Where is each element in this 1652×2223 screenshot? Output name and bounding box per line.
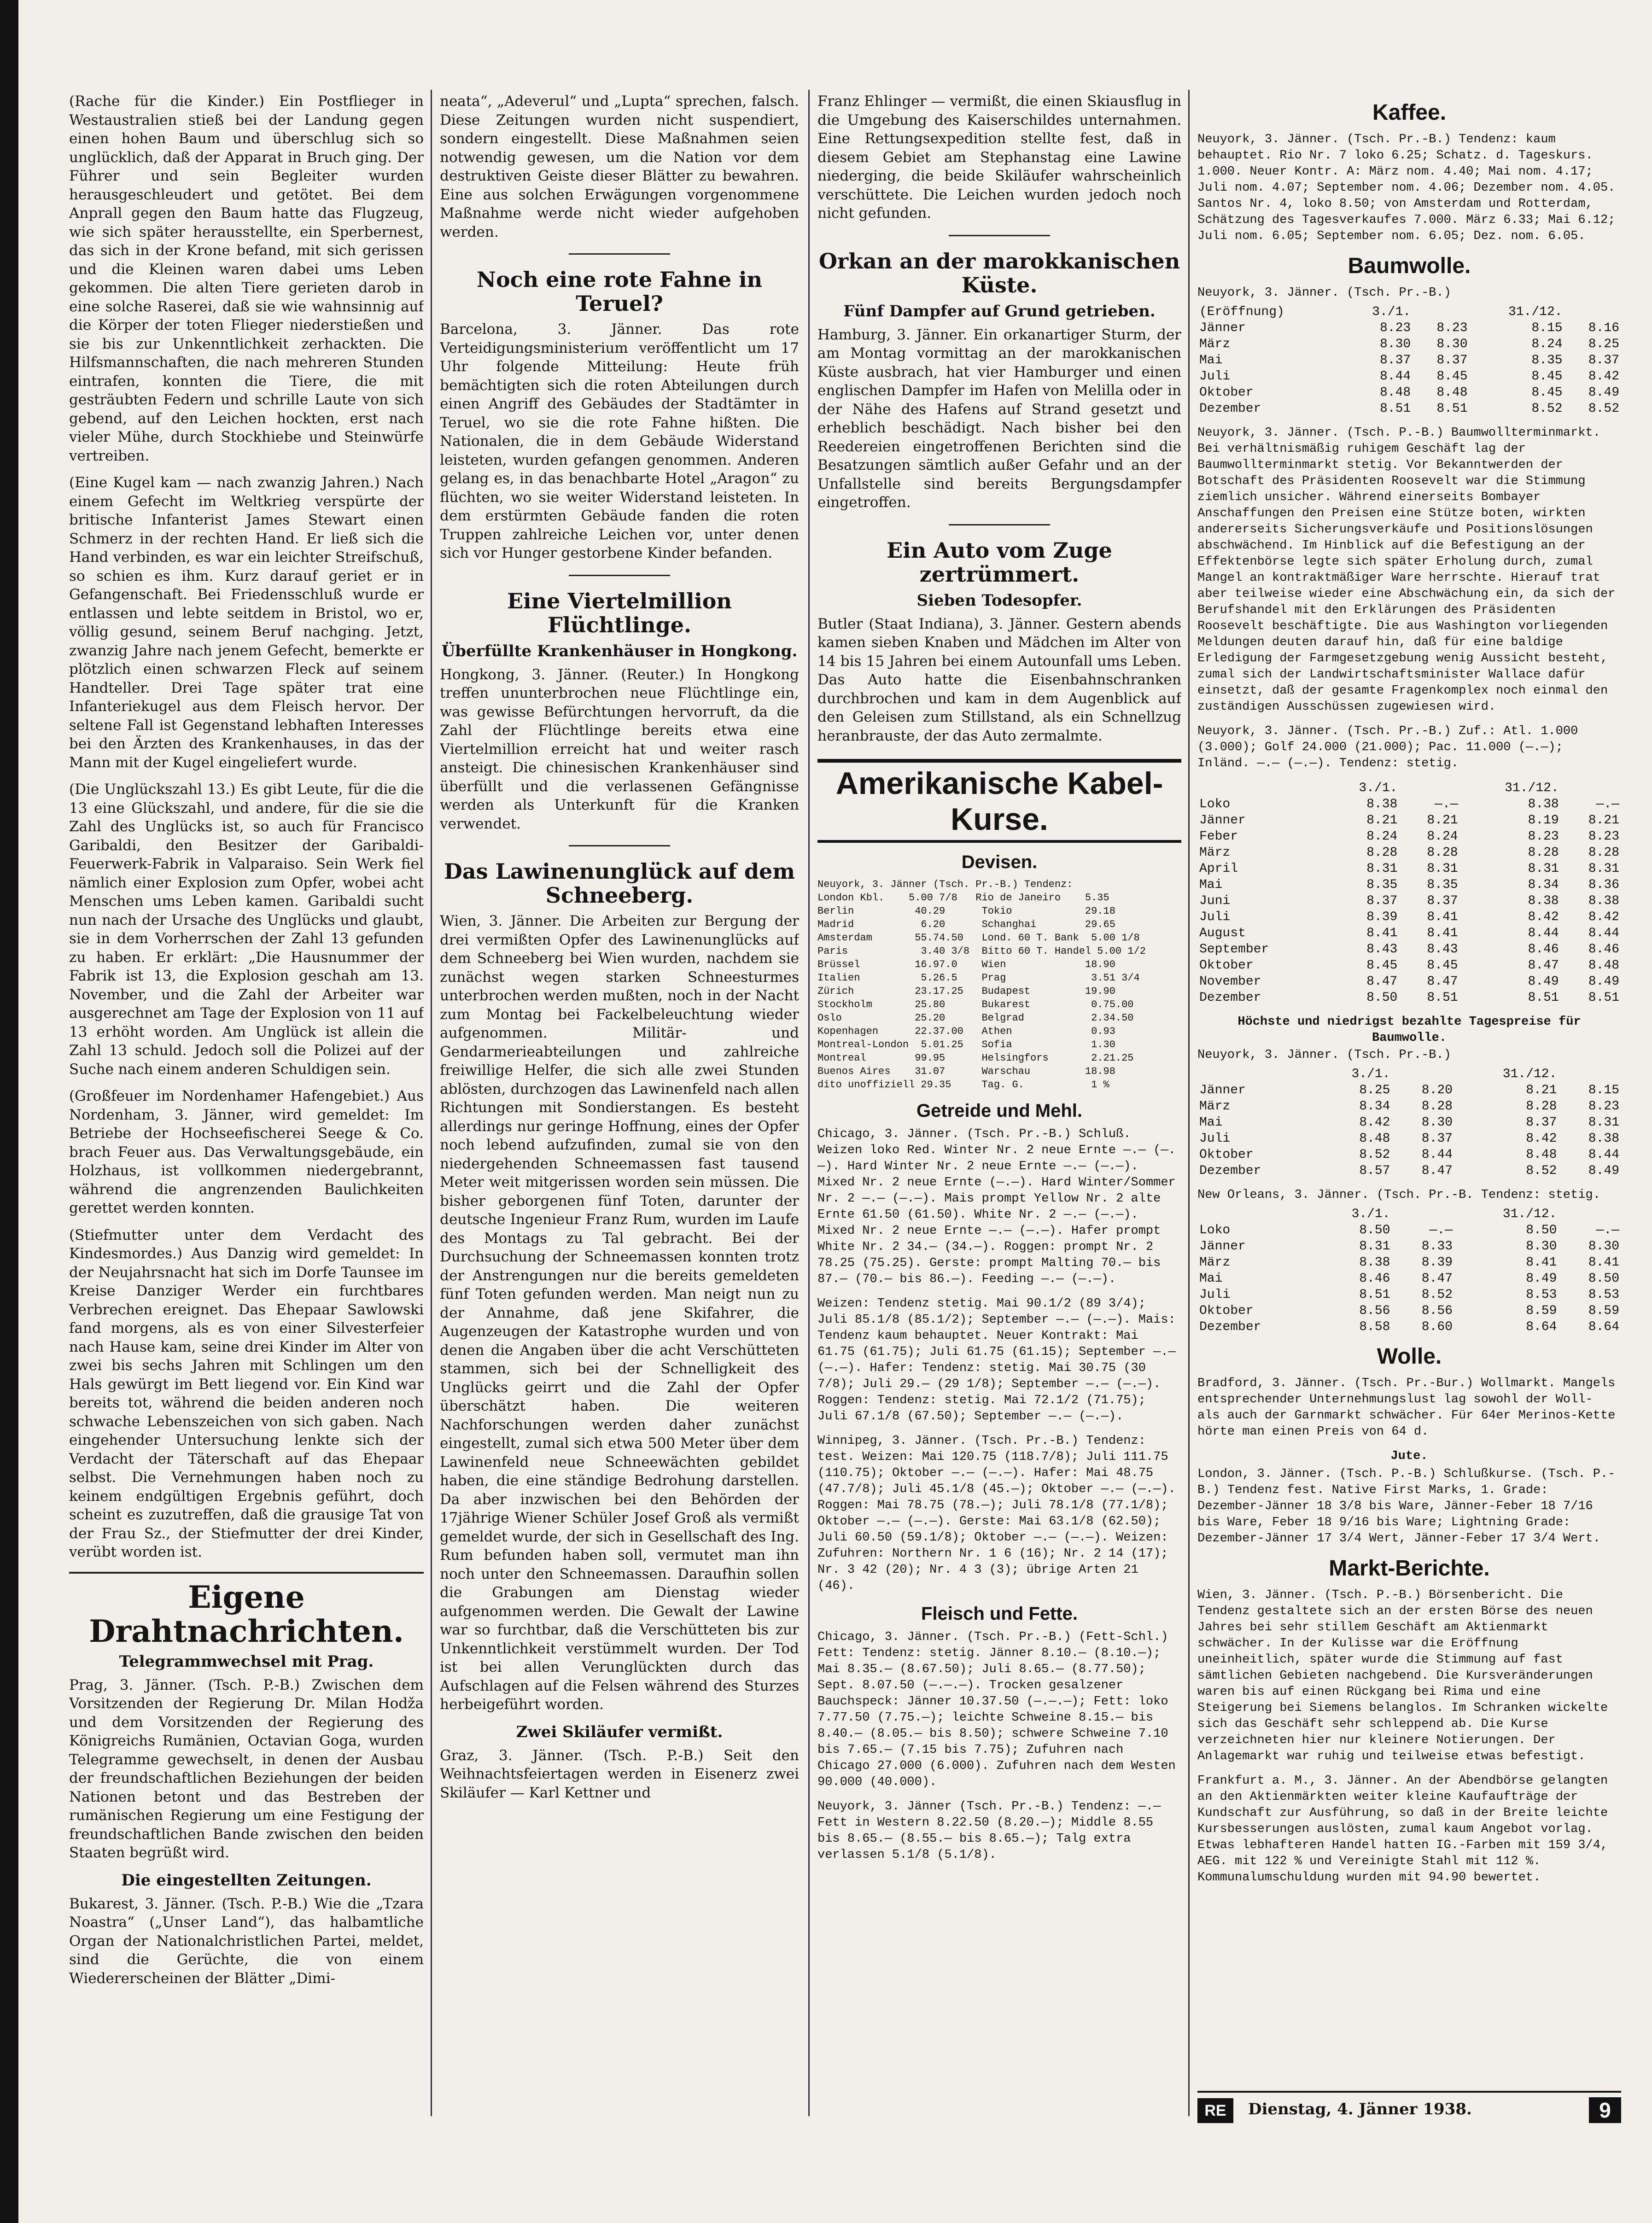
column-header: 3./1.: [1351, 1067, 1390, 1081]
price-cell: 8.37: [1436, 353, 1468, 368]
price-cell: 8.52: [1526, 1164, 1557, 1178]
price-cell: 8.31: [1588, 1115, 1619, 1130]
table-row: [1197, 990, 1621, 1006]
table-row: [1197, 893, 1621, 909]
price-cell: 8.30: [1379, 337, 1411, 351]
row-label: Feber: [1199, 829, 1238, 844]
price-cell: 8.47: [1427, 974, 1458, 989]
price-cell: 8.37: [1366, 894, 1398, 908]
subheading-skilaeufer-vermisst: Zwei Skiläufer vermißt.: [516, 1722, 723, 1741]
price-cell: 8.41: [1427, 910, 1458, 924]
fleisch-chicago: Chicago, 3. Jänner. (Tsch. Pr.-B.) (Fett-Schl.) Fett: Tendenz: stetig. Jänner 8.10.— (8.10.—); Mai 8.35.— (8.67.50); Juli 8.65.— (8.77.50); Sept. 8.07.50 (—.—.—). Trocken gesalzener Bauchspeck: Jänner 10.37.50 (—.—.—); Fett: loko 7.77.50 (7.75.—); leichte Schweine 8.15.— bis 8.40.— (8.05.— bis 8.50); schwere Schweine 7.10 bis 7.65.— (7.15 bis 7.75); Zufuhren nach Chicago 27.000 (6.000). Zufuhren nach dem Westen 90.000 (40.000).: [817, 1630, 1176, 1789]
article-lawinenunglueck: Wien, 3. Jänner. Die Arbeiten zur Bergung der drei vermißten Opfer des Lawinenunglücks auf dem Schneeberg bei Wien wurden, nachdem sie zunächst wegen starken Schneesturmes unterbrochen werden mußten, noch in der Nacht zum Montag bei Fackelbeleuchtung wieder aufgenommen. Militär- und Gendarmerieabteilungen und zahlreiche freiwillige Helfer, die sich alle zwei Stunden ablösten, durchzogen das Lawinenfeld nach allen Richtungen mit Sondierstangen. Es besteht allerdings nur geringe Hoffnung, eines der Opfer noch lebend aufzufinden, zumal sie von den niedergehenden Schneemassen fast tausend Meter weit mitgerissen worden sein müssen. Die bisher geborgenen fünf Toten, darunter der deutsche Ingenieur Franz Rum, wurden im Laufe des Montags zu Tal gebracht. Bei der Durchsuchung der Schneemassen konnten trotz der Anstrengungen nur die bereits gemeldeten fünf Toten gefunden werden. Man neigt nun zu der Annahme, daß jene Skifahrer, die Augenzeugen der Katastrophe wurden und von denen die Angaben über die acht Verschütteten stammen, sich bei der Schnelligkeit des Unglücks geirrt und die Zahl der Opfer überschätzt haben. Die weiteren Nachforschungen werden daher zunächst eingestellt, zumal sich etwa 500 Meter über dem Lawinenfeld neue Schneewächten gebildet haben, die eine ständige Bedrohung darstellen. Da aber inzwischen bei den Behörden der 17jährige Wiener Schüler Josef Groß als vermißt gemeldet wurde, der sich in Gesellschaft des Ing. Rum befunden haben soll, vermutet man ihn noch unter den Schneemassen. Daraufhin sollen die Grabungen am Dienstag wieder aufgenommen werden. Die Gewalt der Lawine war so furchtbar, daß die Verschütteten bis zur Unkenntlichkeit verstümmelt wurden. Der Tod ist bei allen Verunglückten durch das Aufschlagen auf die Felsen während des Sturzes herbeigeführt worden.: [440, 913, 799, 1713]
price-cell: 8.21: [1526, 1083, 1557, 1097]
row-label: Oktober: [1199, 958, 1254, 973]
column-rule: [1188, 90, 1190, 2116]
price-cell: 8.51: [1379, 402, 1411, 416]
row-label: Oktober: [1199, 385, 1254, 400]
table-row: [1197, 1222, 1621, 1238]
row-label: Mai: [1199, 353, 1223, 368]
price-cell: 8.50: [1359, 1223, 1390, 1237]
price-cell: 8.45: [1531, 369, 1563, 384]
baumwolle-eroeffnung-intro: Neuyork, 3. Jänner. (Tsch. Pr.-B.): [1197, 286, 1451, 300]
price-cell: 8.50: [1588, 1272, 1619, 1286]
row-label: Jänner: [1199, 321, 1246, 335]
baumwolle-new-orleans-intro: New Orleans, 3. Jänner. (Tsch. Pr.-B. Tendenz: stetig.: [1197, 1188, 1600, 1202]
price-cell: 8.25: [1359, 1083, 1390, 1097]
headline-lawinenunglueck: Das Lawinenunglück auf dem Schneeberg.: [444, 859, 795, 908]
price-cell: 8.21: [1366, 813, 1398, 828]
getreide-winnipeg: Winnipeg, 3. Jänner. (Tsch. Pr.-B.) Tendenz: test. Weizen: Mai 120.75 (118.7/8); Juli 111.75 (110.75); Oktober —.— (—.—). Hafer: Mai 48.75 (47.7/8); Juli 45.1/8 (45.—); Oktober —.— (—.—). Roggen: Mai 78.75 (78.—); Juli 78.1/8 (77.1/8); Oktober —.— (—.—). Gerste: Mai 63.1/8 (62.50); Juli 60.50 (59.1/8); Oktober —.— (—.—). Weizen: Zufuhren: Northern Nr. 1 6 (16); Nr. 2 14 (17); Nr. 3 42 (20); Nr. 4 3 (3); übrige Arten 21 (46).: [817, 1434, 1176, 1593]
price-cell: 8.60: [1421, 1320, 1453, 1334]
price-cell: 8.16: [1588, 321, 1619, 335]
headline-orkan-marokko: Orkan an der marokkanischen Küste.: [818, 248, 1180, 298]
article-zeitungen-continued: neata“, „Adeverul“ und „Lupta“ sprechen, falsch. Diese Zeitungen wurden nicht suspendiert, sondern eingestellt. Diese Maßnahmen seien notwendig gewesen, um die Nation vor dem destruktiven Geiste dieser Blätter zu bewahren. Eine aus solchen Erwägungen vorgenommene Maßnahme werde nicht wieder aufgehoben werden.: [440, 93, 799, 240]
price-cell: 8.34: [1359, 1099, 1390, 1114]
price-cell: 8.42: [1588, 910, 1619, 924]
kaffee-neuyork: Neuyork, 3. Jänner. (Tsch. Pr.-B.) Tendenz: kaum behauptet. Rio Nr. 7 loko 6.25; Schatz. d. Tageskurs. 1.000. Neuer Kontr. A: März nom. 4.40; Mai nom. 4.17; Juli nom. 4.07; September nom. 4.06; Dezember nom. 4.05. Santos Nr. 4, loko 8.50; von Amsterdam und Rotterdam, Schätzung des Tagesverkaufes 7.000. März 6.33; Mai 6.12; Juli nom. 6.05; September nom. 6.05; Dez. nom. 6.05.: [1197, 133, 1616, 243]
price-cell: 8.49: [1588, 1164, 1619, 1178]
price-cell: 8.50: [1526, 1223, 1557, 1237]
row-label: Loko: [1199, 797, 1231, 811]
table-row: [1197, 368, 1621, 385]
price-cell: 8.41: [1588, 1255, 1619, 1270]
table-row: [1197, 925, 1621, 941]
markt-frankfurt: Frankfurt a. M., 3. Jänner. An der Abendbörse gelangten an den Aktienmärkten weiter kleine Kaufaufträge der Kundschaft zur Ausführung, so daß in der Breite leichte Kursbesserungen auslösten, zumal kaum Angebot vorlag. Etwas lebhafteren Handel hatten IG.-Farben mit 159 3/4, AEG. mit 122 % und Vereinigte Stahl mit 112 %. Kommunalumschuldung wurden mit 94.90 bewertet.: [1197, 1774, 1608, 1885]
devisen-table: Neuyork, 3. Jänner (Tsch. Pr.-B.) Tendenz: London Kbl. 5.00 7/8 Rio de Janeiro 5.35 Berlin 40.29 Tokio 29.18 Madrid 6.20 Schanghai 29.65 Amsterdam 55.74.50 Lond. 60 T. Bank 5.00 1/8 Paris 3.40 3/8 Bitto 60 T. Handel 5.00 1/2 Brüssel 16.97.0 Wien 18.90 Italien 5.26.5 Prag 3.51 3/4 Zürich 23.17.25 Budapest 19.90 Stockholm 25.80 Bukarest 0.75.00 Oslo 25.20 Belgrad 2.34.50 Kopenhagen 22.37.00 Athen 0.93 Montreal-London 5.01.25 Sofia 1.30 Montreal 99.95 Helsingfors 2.21.25 Buenos Aires 31.07 Warschau 18.98 dito unoffiziell 29.35 Tag. G. 1 %: [817, 879, 1146, 1091]
baumwolle-terminmarkt-bericht: Neuyork, 3. Jänner. (Tsch. P.-B.) Baumwollterminmarkt. Bei verhältnismäßig ruhigem Geschäft lag der Baumwollterminmarkt stetig. Vor Bekanntwerden der Botschaft des Präsidenten Roosevelt war die Stimmung ziemlich unsicher. Während einerseits Bombayer Anschaffungen den Preisen eine Stütze boten, wirkten andererseits Sicherungsverkäufe und Positionslösungen abschwächend. Im Hinblick auf die Befestigung an der Effektenbörse legte sich später Erholung durch, zumal Mangel an kontraktmäßiger Ware herrschte. Hierauf trat aber teilweise wieder eine Abschwächung ein, da sich der Berufshandel mit den Erklärungen des Präsidenten Roosevelt beschäftigte. Die aus Washington vorliegenden Meldungen deuten darauf hin, daß für eine baldige Erledigung der Farmgesetzgebung wenig Aussicht besteht, zumal sich der Landwirtschaftsminister Wallace dafür einsetzt, daß der gesamte Fragenkomplex noch einmal den zuständigen Ausschüssen zugewiesen wird.: [1197, 426, 1616, 714]
price-cell: 8.43: [1366, 942, 1398, 957]
price-cell: 8.31: [1427, 862, 1458, 876]
price-cell: 8.48: [1526, 1148, 1557, 1162]
table-row: [1197, 829, 1621, 845]
column-3: [817, 92, 1181, 1872]
price-cell: 8.24: [1531, 337, 1563, 351]
price-cell: 8.52: [1359, 1148, 1390, 1162]
price-cell: 8.37: [1379, 353, 1411, 368]
column-header: 3./1.: [1351, 1207, 1390, 1221]
subheading-fuenf-dampfer: Fünf Dampfer auf Grund getrieben.: [843, 302, 1156, 321]
separator: [569, 845, 670, 846]
price-cell: —.—: [1435, 797, 1458, 811]
article-hongkong: Hongkong, 3. Jänner. (Reuter.) In Hongkong treffen ununterbrochen neue Flüchtlinge ein, was gewisse Befürchtungen hervorruft, da die Zahl der Flüchtlinge bereits etwa eine Viertelmillion erreicht hat und weiter rasch ansteigt. Die chinesischen Krankenhäuser sind überfüllt und die verlassenen Gefängnisse werden als Unterkunft für die Kranken verwendet.: [440, 666, 799, 832]
heading-getreide-mehl: Getreide und Mehl.: [916, 1101, 1083, 1121]
separator: [949, 524, 1050, 525]
price-cell: 8.64: [1588, 1320, 1619, 1334]
row-label: Mai: [1199, 1115, 1223, 1130]
baumwolle-eroeffnung-table: [1197, 304, 1621, 417]
column-header: 3./1.: [1372, 305, 1411, 319]
article-kugel-nach-zwanzig-jahren: (Eine Kugel kam — nach zwanzig Jahren.) Nach einem Gefecht im Weltkrieg verspürte der britische Infanterist James Stewart einen Schmerz in der rechten Hand. Er ließ sich die Hand verbinden, es war ein leichter Streifschuß, so schien es ihm. Kurz darauf geriet er in Gefangenschaft. Bei Friedensschluß wurde er entlassen und lebte seitdem in Bristol, wo er, völlig gesund, seinem Beruf nachging. Jetzt, zwanzig Jahre nach jenem Gefecht, bemerkte er plötzlich einen schwarzen Fleck auf seinem Handteller. Drei Tage später trat eine Infanteriekugel aus dem Fleisch hervor. Der seltene Fall ist Gegenstand lebhaften Interesses bei den Ärzten des Krankenhauses, in das der Mann mit der Kugel eingeliefert wurde.: [69, 474, 424, 771]
price-cell: 8.44: [1528, 926, 1559, 940]
article-rache-fuer-die-kinder: (Rache für die Kinder.) Ein Postflieger in Westaustralien stieß bei der Landung gegen einen hohen Baum und überschlug sich so unglücklich, daß der Apparat in Bruch ging. Der Führer und sein Begleiter wurden herausgeschleudert und getötet. Bei dem Anprall gegen den Baum hatte das Flugzeug, wie sich später herausstellte, ein Sperbernest, das sich in der Krone befand, mit sich gerissen und die Kleinen waren dabei ums Leben gekommen. Die alten Tiere gerieten darob in eine solche Raserei, daß sie wie wahnsinnig auf die Körper der toten Flieger niederstießen und sie bis zur Unkenntlichkeit zerhackten. Die Hilfsmannschaften, die nach mehreren Stunden eintrafen, konnten die Tiere, die mit gesträubten Federn und schrille Laute von sich gebend, auf den Leichen hockten, erst nach vieler Mühe, durch Stockhiebe und Steinwürfe vertreiben.: [69, 93, 424, 464]
price-cell: 8.28: [1526, 1099, 1557, 1114]
getreide-chicago-termine: Weizen: Tendenz stetig. Mai 90.1/2 (89 3/4); Juli 85.1/8 (85.1/2); September —.— (—.—). Mais: Tendenz kaum behauptet. Neuer Kontrakt: Mai 61.75 (61.75); Juli 61.75 (61.15); September —.— (—.—). Hafer: Tendenz: stetig. Mai 30.75 (30 7/8); Juli 29.— (29 1/8); September —.— (—.—). Roggen: Tendenz: stetig. Mai 72.1/2 (71.75); Juli 67.1/8 (67.50); September —.— (—.—).: [817, 1297, 1176, 1424]
column-header: (Eröffnung): [1199, 305, 1284, 319]
price-cell: 8.58: [1359, 1320, 1390, 1334]
table-row: [1197, 1163, 1621, 1179]
row-label: Oktober: [1199, 1304, 1254, 1318]
price-cell: 8.23: [1379, 321, 1411, 335]
column-rule: [431, 90, 432, 2116]
article-auto-vom-zuge: Butler (Staat Indiana), 3. Jänner. Gestern abends kamen sieben Knaben und Mädchen im Alter von 14 bis 15 Jahren bei einem Autounfall ums Leben. Das Auto hatte die Eisenbahnschranken durchbrochen und kam in dem Augenblick auf den Geleisen zum Stillstand, als ein Schnellzug heranbrauste, der das Auto zermalmte.: [817, 615, 1181, 744]
price-cell: 8.45: [1366, 958, 1398, 973]
row-label: März: [1199, 1099, 1231, 1114]
price-cell: 8.44: [1421, 1148, 1453, 1162]
table-row: [1197, 320, 1621, 336]
subheading-sieben-todesopfer: Sieben Todesopfer.: [916, 591, 1082, 610]
row-label: August: [1199, 926, 1246, 940]
table-row: [1197, 352, 1621, 368]
price-cell: 8.47: [1421, 1164, 1453, 1178]
separator: [569, 253, 670, 255]
row-label: Jänner: [1199, 1239, 1246, 1254]
price-cell: 8.48: [1359, 1132, 1390, 1146]
heading-wolle: Wolle.: [1377, 1344, 1442, 1369]
table-row: [1197, 812, 1621, 829]
price-cell: 8.15: [1531, 321, 1563, 335]
price-cell: 8.15: [1588, 1083, 1619, 1097]
column-header: [1392, 1206, 1454, 1222]
column-header: [1559, 1066, 1621, 1082]
price-cell: 8.52: [1421, 1288, 1453, 1302]
price-cell: 8.42: [1526, 1132, 1557, 1146]
heading-devisen: Devisen.: [961, 852, 1038, 872]
price-cell: 8.41: [1427, 926, 1458, 940]
row-label: Loko: [1199, 1223, 1231, 1237]
price-cell: 8.24: [1427, 829, 1458, 844]
price-cell: 8.38: [1528, 797, 1559, 811]
table-header: [1197, 1206, 1621, 1222]
price-cell: 8.24: [1366, 829, 1398, 844]
row-label: Jänner: [1199, 1083, 1246, 1097]
column-header: 31./12.: [1508, 305, 1563, 319]
column-header: [1413, 304, 1469, 320]
baumwolle-new-orleans-table: [1197, 1206, 1621, 1335]
row-label: Mai: [1199, 878, 1223, 892]
table-row: [1197, 941, 1621, 957]
price-cell: 8.47: [1366, 974, 1398, 989]
price-cell: 8.44: [1588, 926, 1619, 940]
price-cell: 8.49: [1526, 1272, 1557, 1286]
column-1: [69, 92, 424, 1996]
price-cell: 8.30: [1421, 1115, 1453, 1130]
row-label: Juli: [1199, 1132, 1231, 1146]
price-cell: 8.38: [1528, 894, 1559, 908]
price-cell: 8.31: [1528, 862, 1559, 876]
heading-baumwolle: Baumwolle.: [1348, 254, 1471, 278]
price-cell: 8.25: [1588, 337, 1619, 351]
price-cell: 8.23: [1436, 321, 1468, 335]
markt-wien: Wien, 3. Jänner. (Tsch. P.-B.) Börsenbericht. Die Tendenz gestaltete sich an der ersten Börse des neuen Jahres bei sehr stillem Geschäft am Aktienmarkt schwächer. In der Kulisse war die Eröffnung uneinheitlich, später wurde die Stimmung auf fast sämtlichen Gebieten nachgebend. Die Kursveränderungen waren bis auf einen Rückgang bei Rima und eine Steigerung bei Siemens belanglos. Im Schranken wickelte sich das Geschäft sehr schleppend ab. Die Kurse verzeichneten hier nur kleinere Notierungen. Der Anlagemarkt war ruhig und teilweise etwas befestigt.: [1197, 1588, 1608, 1763]
price-cell: 8.30: [1436, 337, 1468, 351]
price-cell: 8.42: [1588, 369, 1619, 384]
price-cell: 8.45: [1436, 369, 1468, 384]
column-header: [1399, 780, 1459, 796]
price-cell: 8.64: [1526, 1320, 1557, 1334]
price-cell: 8.19: [1528, 813, 1559, 828]
heading-markt-berichte: Markt-Berichte.: [1329, 1556, 1490, 1581]
column-header: 31./12.: [1502, 1067, 1557, 1081]
price-cell: 8.51: [1359, 1288, 1390, 1302]
table-row: [1197, 401, 1621, 417]
price-cell: —.—: [1596, 1223, 1619, 1237]
price-cell: 8.59: [1588, 1304, 1619, 1318]
separator: [949, 235, 1050, 236]
price-cell: 8.38: [1366, 797, 1398, 811]
price-cell: 8.38: [1588, 894, 1619, 908]
article-grossfeuer-nordenham: (Großfeuer im Nordenhamer Hafengebiet.) Aus Nordenham, 3. Jänner, wird gemeldet: Im Betriebe der Hochseefischerei Seege & Co. brach Feuer aus. Das Verwaltungsgebäude, ein Holzhaus, ist vollkommen niedergebrannt, während die angrenzenden Baulichkeiten gerettet werden konnten.: [69, 1088, 424, 1216]
price-cell: 8.36: [1588, 878, 1619, 892]
table-row: [1197, 974, 1621, 990]
price-cell: 8.53: [1526, 1288, 1557, 1302]
row-label: Dezember: [1199, 1164, 1261, 1178]
row-label: September: [1199, 942, 1269, 957]
row-label: Mai: [1199, 1272, 1223, 1286]
getreide-chicago-loko: Chicago, 3. Jänner. (Tsch. Pr.-B.) Schluß. Weizen loko Red. Winter Nr. 2 neue Ernte —.— (—.—). Hard Winter Nr. 2 neue Ernte —.— (—.—). Mixed Nr. 2 neue Ernte (—.—). Hard Winter/Sommer Nr. 2 —.— (—.—). Mais prompt Yellow Nr. 2 alte Ernte 61.50 (61.50). White Nr. 2 —.— (—.—). Mixed Nr. 2 neue Ernte —.— (—.—). Hafer prompt White Nr. 2 34.— (34.—). Roggen: prompt Nr. 2 78.25 (75.25). Gerste: prompt Malting 70.— bis 87.— (70.— bis 86.—). Feeding —.— (—.—).: [817, 1127, 1176, 1286]
table-row: [1197, 877, 1621, 893]
price-cell: 8.30: [1588, 1239, 1619, 1254]
row-label: April: [1199, 862, 1238, 876]
price-cell: 8.50: [1366, 991, 1398, 1005]
row-label: Juli: [1199, 1288, 1231, 1302]
table-row: [1197, 1238, 1621, 1254]
wolle-bradford: Bradford, 3. Jänner. (Tsch. Pr.-Bur.) Wollmarkt. Mangels entsprechender Unternehmungslust lag sowohl der Woll- als auch der Garnmarkt schwächer. Für 64er Merinos-Kette hörte man einen Preis von 64 d.: [1197, 1377, 1616, 1439]
price-cell: 8.51: [1427, 991, 1458, 1005]
price-cell: 8.38: [1359, 1255, 1390, 1270]
column-header: [1197, 780, 1325, 796]
subheading-telegrammwechsel: Telegrammwechsel mit Prag.: [119, 1652, 374, 1671]
table-row: [1197, 1082, 1621, 1098]
heading-kaffee: Kaffee.: [1372, 100, 1447, 125]
price-cell: 8.51: [1528, 991, 1559, 1005]
price-cell: 8.49: [1528, 974, 1559, 989]
price-cell: 8.31: [1366, 862, 1398, 876]
price-cell: 8.37: [1526, 1115, 1557, 1130]
article-telegrammwechsel-prag: Prag, 3. Jänner. (Tsch. P.-B.) Zwischen dem Vorsitzenden der Regierung Dr. Milan Hodža und dem Vorsitzenden der Regierung des Königreichs Rumänien, Octavian Goga, wurden Telegramme gewechselt, in denen der Ausbau der freundschaftlichen Beziehungen der beiden Nationen betont und das Bestreben der rumänischen Regierung um eine Festigung der freundschaftlichen Bande zwischen den beiden Staaten begrüßt wird.: [69, 1676, 424, 1861]
table-row: [1197, 861, 1621, 877]
page-number: 9: [1589, 2097, 1621, 2123]
subheading-krankenhaeuser-hongkong: Überfüllte Krankenhäuser in Hongkong.: [441, 642, 798, 660]
price-cell: 8.28: [1427, 846, 1458, 860]
table-row: [1197, 1254, 1621, 1271]
price-cell: 8.52: [1531, 402, 1563, 416]
price-cell: 8.51: [1436, 402, 1468, 416]
price-cell: 8.46: [1528, 942, 1559, 957]
baumwolle-tagespreise-intro: Neuyork, 3. Jänner. (Tsch. Pr.-B.): [1197, 1048, 1451, 1062]
price-cell: 8.42: [1359, 1115, 1390, 1130]
row-label: März: [1199, 846, 1231, 860]
fleisch-neuyork: Neuyork, 3. Jänner (Tsch. Pr.-B.) Tendenz: —.— Fett in Western 8.22.50 (8.20.—); Middle 8.55 bis 8.65.— (8.55.— bis 8.65.—); Talg extra verlassen 5.1/8 (5.1/8).: [817, 1800, 1161, 1862]
article-orkan-marokko: Hamburg, 3. Jänner. Ein orkanartiger Sturm, der am Montag vormittag an der marokkanischen Küste ausbrach, hat vier Hamburger und einen englischen Dampfer im Hafen von Melilla oder in der Nähe des Hafens auf Strand gesetzt und erheblich beschädigt. Nach bisher bei den Reedereien eingetroffenen Berichten sind die Besatzungen sämtlich außer Gefahr und an der Unfallstelle sind bereits Bergungsdampfer eingetroffen.: [817, 326, 1181, 511]
price-cell: 8.30: [1526, 1239, 1557, 1254]
table-row: [1197, 845, 1621, 861]
row-label: Juni: [1199, 894, 1231, 908]
table-row: [1197, 336, 1621, 352]
price-cell: 8.23: [1588, 829, 1619, 844]
column-header: [1392, 1066, 1454, 1082]
row-label: März: [1199, 1255, 1231, 1270]
jute-london: London, 3. Jänner. (Tsch. P.-B.) Schlußkurse. (Tsch. P.-B.) Tendenz fest. Native First Marks, 1. Grade: Dezember-Jänner 18 3/8 bis Ware, Jänner-Feber 18 7/16 bis Ware, Feber 18 9/16 bis Ware; Lightning Grade: Dezember-Jänner 17 3/4 Wert, Jänner-Feber 17 3/4 Wert.: [1197, 1467, 1616, 1546]
price-cell: 8.53: [1588, 1288, 1619, 1302]
price-cell: 8.20: [1421, 1083, 1453, 1097]
article-stiefmutter-verdacht: (Stiefmutter unter dem Verdacht des Kindesmordes.) Aus Danzig wird gemeldet: In der Neujahrsnacht hat sich im Dorfe Taunsee im Kreise Danziger Werder ein furchtbares Verbrechen ereignet. Das Ehepaar Sawlowski fand morgens, als es von einer Silvesterfeier nach Hause kam, seine drei Kinder im Alter von zwei bis sechs Jahren mit Schlingen um den Hals gewürgt im Bett liegend vor. Ein Kind war bereits tot, während die beiden anderen noch schwache Lebenszeichen von sich gaben. Nach eingehender Untersuchung lenkte sich der Verdacht der Täterschaft auf das Ehepaar selbst. Die Vernehmungen haben noch zu keinem endgültigen Ergebnis geführt, doch scheint es zuzutreffen, daß die grausige Tat von der Frau Sz., der Stiefmutter der drei Kinder, verübt worden ist.: [69, 1226, 424, 1560]
price-cell: 8.41: [1366, 926, 1398, 940]
price-cell: 8.42: [1528, 910, 1559, 924]
price-cell: 8.23: [1588, 1099, 1619, 1114]
page-footer: [1197, 2091, 1621, 2125]
issue-date: Dienstag, 4. Jänner 1938.: [1248, 2100, 1472, 2118]
table-row: [1197, 909, 1621, 925]
table-header: [1197, 780, 1621, 796]
baumwolle-tagespreise-title: Höchste und niedrigst bezahlte Tagespreise für Baumwolle.: [1238, 1015, 1581, 1045]
subheading-eingestellte-zeitungen: Die eingestellten Zeitungen.: [121, 1871, 372, 1890]
table-header: [1197, 1066, 1621, 1082]
row-label: Juli: [1199, 910, 1231, 924]
row-label: März: [1199, 337, 1231, 351]
baumwolle-neuyork-table: [1197, 780, 1621, 1006]
row-label: Juli: [1199, 369, 1231, 384]
price-cell: 8.37: [1427, 894, 1458, 908]
price-cell: —.—: [1429, 1223, 1453, 1237]
headline-teruel: Noch eine rote Fahne in Teruel?: [476, 267, 763, 316]
table-row: [1197, 1287, 1621, 1303]
price-cell: 8.31: [1359, 1239, 1390, 1254]
price-cell: 8.59: [1526, 1304, 1557, 1318]
price-cell: 8.45: [1427, 958, 1458, 973]
baumwolle-tagespreise-table: [1197, 1066, 1621, 1179]
heading-jute: Jute.: [1390, 1449, 1428, 1463]
row-label: Jänner: [1199, 813, 1246, 828]
separator: [569, 575, 670, 576]
price-cell: 8.37: [1421, 1132, 1453, 1146]
section-heading-kabel-kurse: Amerikanische Kabel-Kurse.: [817, 759, 1181, 843]
table-row: [1197, 796, 1621, 812]
column-header: [1559, 1206, 1621, 1222]
price-cell: 8.57: [1359, 1164, 1390, 1178]
table-row: [1197, 385, 1621, 401]
table-header: [1197, 304, 1621, 320]
price-cell: 8.48: [1379, 385, 1411, 400]
price-cell: 8.28: [1528, 846, 1559, 860]
table-row: [1197, 1147, 1621, 1163]
price-cell: 8.49: [1588, 974, 1619, 989]
price-cell: 8.49: [1588, 385, 1619, 400]
heading-fleisch-fette: Fleisch und Fette.: [921, 1604, 1078, 1624]
price-cell: 8.44: [1379, 369, 1411, 384]
article-eingestellte-zeitungen: Bukarest, 3. Jänner. (Tsch. P.-B.) Wie die „Tzara Noastra“ („Unser Land“), das halbamtliche Organ der Nationalchristlichen Partei, meldet, sind die Gerüchte, die von einem Wiedererscheinen der Blätter „Dimi-: [69, 1895, 424, 1987]
price-cell: 8.44: [1588, 1148, 1619, 1162]
section-heading-drahtnachrichten: Eigene Drahtnachrichten.: [69, 1572, 424, 1648]
column-rule: [808, 90, 810, 2116]
article-skilaeufer-continued: Franz Ehlinger — vermißt, die einen Skiausflug in die Umgebung des Kaiserschildes unternahmen. Eine Rettungsexpedition stellte fest, daß in diesem Gebiet am Stephanstag eine Lawine niederging, die beide Skiläufer wahrscheinlich verschüttete. Die Leichen wurden jedoch noch nicht gefunden.: [817, 93, 1181, 222]
price-cell: 8.43: [1427, 942, 1458, 957]
row-label: November: [1199, 974, 1261, 989]
column-header: 3./1.: [1359, 781, 1398, 795]
table-row: [1197, 1319, 1621, 1335]
column-header: 31./12.: [1502, 1207, 1557, 1221]
price-cell: 8.41: [1526, 1255, 1557, 1270]
price-cell: 8.46: [1359, 1272, 1390, 1286]
headline-auto-vom-zuge: Ein Auto vom Zuge zertrümmert.: [887, 537, 1112, 587]
price-cell: 8.21: [1427, 813, 1458, 828]
price-cell: 8.34: [1528, 878, 1559, 892]
price-cell: 8.28: [1421, 1099, 1453, 1114]
price-cell: 8.47: [1528, 958, 1559, 973]
price-cell: 8.48: [1588, 958, 1619, 973]
column-header: [1197, 1066, 1316, 1082]
price-cell: 8.31: [1588, 862, 1619, 876]
price-cell: 8.38: [1588, 1132, 1619, 1146]
column-header: [1197, 1206, 1316, 1222]
price-cell: 8.46: [1588, 942, 1619, 957]
price-cell: 8.28: [1588, 846, 1619, 860]
table-row: [1197, 1131, 1621, 1147]
price-cell: —.—: [1596, 797, 1619, 811]
table-row: [1197, 1303, 1621, 1319]
price-cell: 8.21: [1588, 813, 1619, 828]
table-row: [1197, 1271, 1621, 1287]
price-cell: 8.39: [1421, 1255, 1453, 1270]
price-cell: 8.45: [1531, 385, 1563, 400]
headline-fluechtlinge: Eine Viertelmillion Flüchtlinge.: [507, 588, 732, 637]
article-skilaeufer-vermisst: Graz, 3. Jänner. (Tsch. P.-B.) Seit den Weihnachtsfeiertagen werden in Eisenerz zwei Skiläufer — Karl Kettner und: [440, 1747, 799, 1801]
price-cell: 8.35: [1427, 878, 1458, 892]
row-label: Dezember: [1199, 402, 1261, 416]
table-row: [1197, 1098, 1621, 1114]
price-cell: 8.52: [1588, 402, 1619, 416]
column-header: [1561, 780, 1621, 796]
price-cell: 8.51: [1588, 991, 1619, 1005]
column-header: 31./12.: [1505, 781, 1559, 795]
row-label: Dezember: [1199, 991, 1261, 1005]
price-cell: 8.37: [1588, 353, 1619, 368]
row-label: Dezember: [1199, 1320, 1261, 1334]
table-row: [1197, 957, 1621, 974]
article-unglueckszahl-13: (Die Unglückszahl 13.) Es gibt Leute, für die die 13 eine Glückszahl, und andere, für die sie die Zahl des Unglücks ist, so auch für Francisco Garibaldi, den Besitzer der Garibaldi-Feuerwerk-Fabrik in Valparaiso. Sein Werk fiel nämlich einer Explosion zum Opfer, wobei acht Menschen ums Leben kamen. Garibaldi sucht nun nach der Ursache des Unglücks und glaubt, sie in dem Vorherrschen der Zahl 13 gefunden zu haben. Er erklärt: „Die Hausnummer der Fabrik ist 13, die Explosion geschah am 13. November, und die Zahl der Arbeiter war ausgerechnet am Tage der Explosion von 11 auf 13 erhöht worden. Am Unglück ist allein die Zahl 13 schuld. Jedoch soll die Polizei auf der Suche nach einem anderen Schuldigen sein.: [69, 781, 424, 1078]
price-cell: 8.47: [1421, 1272, 1453, 1286]
price-cell: 8.39: [1366, 910, 1398, 924]
price-cell: 8.23: [1528, 829, 1559, 844]
row-label: Oktober: [1199, 1148, 1254, 1162]
price-cell: 8.33: [1421, 1239, 1453, 1254]
column-header: [1564, 304, 1621, 320]
price-cell: 8.35: [1531, 353, 1563, 368]
table-row: [1197, 1114, 1621, 1131]
column-2: [440, 92, 799, 1810]
price-cell: 8.28: [1366, 846, 1398, 860]
price-cell: 8.48: [1436, 385, 1468, 400]
article-teruel: Barcelona, 3. Jänner. Das rote Verteidigungsministerium veröffentlicht um 17 Uhr folgende Mitteilung: Heute früh bemächtigten sich die roten Abteilungen durch einen Angriff des Gebäudes der Stadtämter in Teruel, wo sie die rote Fahne hißten. Die Nationalen, die in dem Gebäude Widerstand leisteten, wurden gefangen genommen. Anderen gelang es, in das benachbarte Hotel „Aragon“ zu flüchten, wo sie weiter Widerstand leisteten. In dem erstürmten Gebäude fanden die roten Truppen zahlreiche Leichen vor, unter denen sich vor Hunger gestorbene Kinder befanden.: [440, 321, 799, 561]
baumwolle-zufuhren: Neuyork, 3. Jänner. (Tsch. Pr.-B.) Zuf.: Atl. 1.000 (3.000); Golf 24.000 (21.000); Pac. 11.000 (—.—); Inländ. —.— (—.—). Tendenz: stetig.: [1197, 724, 1578, 770]
price-cell: 8.56: [1359, 1304, 1390, 1318]
price-cell: 8.56: [1421, 1304, 1453, 1318]
newspaper-logo: RE: [1197, 2098, 1233, 2123]
column-4: [1197, 92, 1621, 1894]
price-cell: 8.35: [1366, 878, 1398, 892]
